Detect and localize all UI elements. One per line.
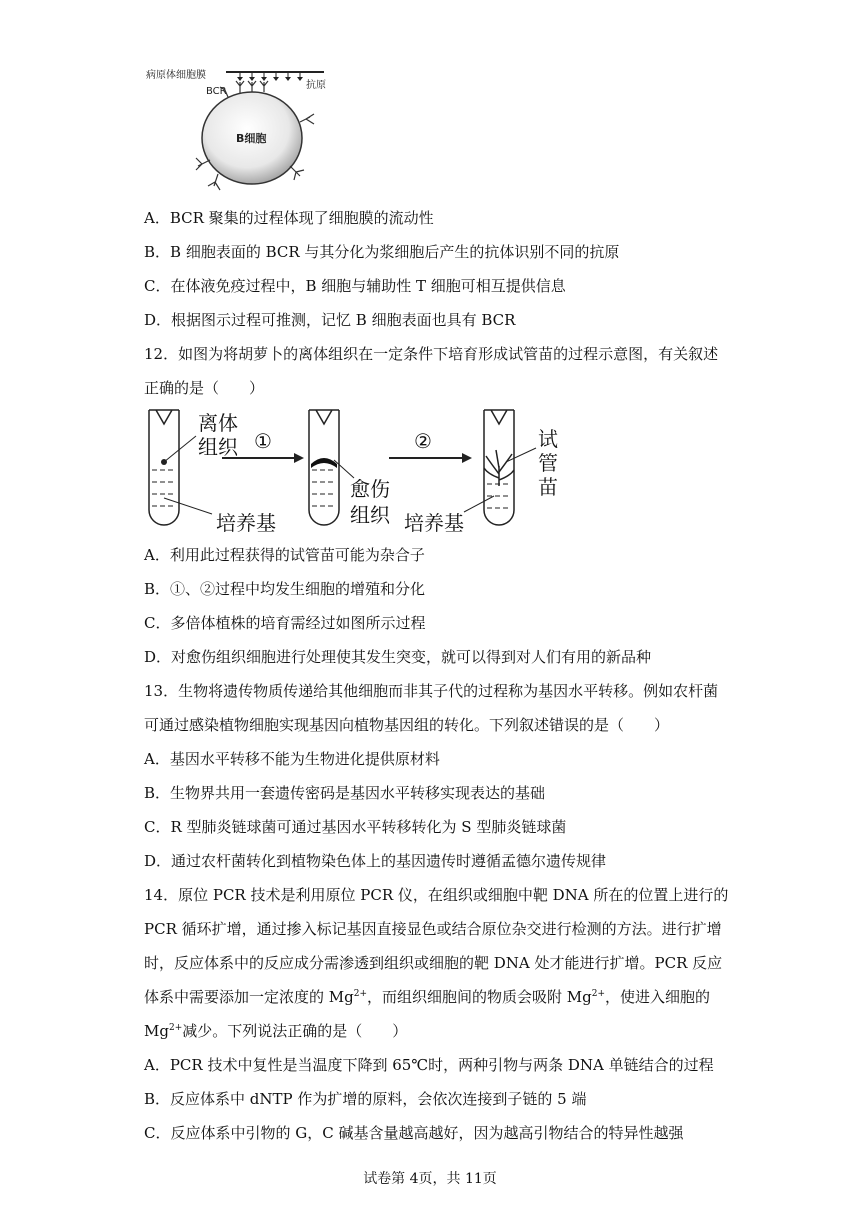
q14-stem-line5-b: 减少。下列说法正确的是（ ） xyxy=(182,1022,408,1040)
tissue-culture-figure xyxy=(144,406,574,540)
q12-stem-line1: 12．如图为将胡萝卜的离体组织在一定条件下培育形成试管苗的过程示意图，有关叙述 xyxy=(144,345,719,363)
q14-stem-line4-b: ，而组织细胞间的物质会吸附 Mg xyxy=(367,988,592,1006)
q14-stem-line2: PCR 循环扩增，通过掺入标记基因直接显色或结合原位杂交进行检测的方法。进行扩增 xyxy=(144,920,722,938)
q14-option-b: B．反应体系中 dNTP 作为扩增的原料，会依次连接到子链的 5 端 xyxy=(144,1090,587,1108)
explant-label-2: 组织 xyxy=(198,435,238,459)
q14-stem-line3: 时，反应体系中的反应成分需渗透到组织或细胞的靶 DNA 处才能进行扩增。PCR 反应 xyxy=(144,954,723,972)
antigen-label: 抗原 xyxy=(306,80,326,91)
q12-option-d: D．对愈伤组织细胞进行处理使其发生突变，就可以得到对人们有用的新品种 xyxy=(144,648,652,666)
q13-option-c: C．R 型肺炎链球菌可通过基因水平转移转化为 S 型肺炎链球菌 xyxy=(144,818,567,836)
explant-label-1: 离体 xyxy=(198,411,238,435)
q11-option-a: A．BCR 聚集的过程体现了细胞膜的流动性 xyxy=(144,209,434,227)
step-1-label: ① xyxy=(254,429,272,453)
q13-stem-line2: 可通过感染植物细胞实现基因向植物基因组的转化。下列叙述错误的是（ ） xyxy=(144,716,670,734)
q14-stem-line4-c: ，使进入细胞的 xyxy=(605,988,711,1006)
q11-option-b: B．B 细胞表面的 BCR 与其分化为浆细胞后产生的抗体识别不同的抗原 xyxy=(144,243,620,261)
seedling-label-3: 苗 xyxy=(538,475,558,499)
q11-option-d: D．根据图示过程可推测，记忆 B 细胞表面也具有 BCR xyxy=(144,311,516,329)
page-footer: 试卷第 4页，共 11页 xyxy=(363,1171,497,1187)
seedling-label-2: 管 xyxy=(538,451,558,475)
seedling-label-1: 试 xyxy=(538,427,558,451)
q12-option-a: A．利用此过程获得的试管苗可能为杂合子 xyxy=(144,546,425,564)
q13-option-b: B．生物界共用一套遗传密码是基因水平转移实现表达的基础 xyxy=(144,784,546,802)
q14-option-a: A．PCR 技术中复性是当温度下降到 65℃时，两种引物与两条 DNA 单链结合的过程 xyxy=(144,1056,714,1074)
medium-label-2: 培养基 xyxy=(404,511,464,535)
q12-option-b: B．①、②过程中均发生细胞的增殖和分化 xyxy=(144,580,426,598)
cell-label: B细胞 xyxy=(236,132,267,145)
superscript: 2+ xyxy=(591,989,606,999)
q14-stem-line5-a: Mg xyxy=(144,1022,169,1040)
callus-label-2: 组织 xyxy=(350,503,390,527)
membrane-label: 病原体细胞膜 xyxy=(146,70,206,81)
b-cell-figure xyxy=(144,62,344,200)
q14-stem-line4-a: 体系中需要添加一定浓度的 Mg xyxy=(144,988,354,1006)
bcr-label: BCR xyxy=(206,86,227,97)
q13-option-a: A．基因水平转移不能为生物进化提供原材料 xyxy=(144,750,440,768)
q11-option-c: C．在体液免疫过程中，B 细胞与辅助性 T 细胞可相互提供信息 xyxy=(144,277,566,295)
q13-stem-line1: 13．生物将遗传物质传递给其他细胞而非其子代的过程称为基因水平转移。例如农杆菌 xyxy=(144,682,719,700)
q13-option-d: D．通过农杆菌转化到植物染色体上的基因遗传时遵循孟德尔遗传规律 xyxy=(144,852,607,870)
q14-option-c: C．反应体系中引物的 G，C 碱基含量越高越好，因为越高引物结合的特异性越强 xyxy=(144,1124,684,1142)
superscript: 2+ xyxy=(168,1023,183,1033)
medium-label-1: 培养基 xyxy=(216,511,276,535)
q14-stem-line5 xyxy=(144,1021,407,1041)
callus-label-1: 愈伤 xyxy=(350,477,390,501)
q14-stem-line4 xyxy=(144,987,710,1007)
superscript: 2+ xyxy=(353,989,368,999)
q14-stem-line1: 14．原位 PCR 技术是利用原位 PCR 仪，在组织或细胞中靶 DNA 所在的位置上进行的 xyxy=(144,886,729,904)
q12-stem-line2: 正确的是（ ） xyxy=(144,379,265,397)
q12-option-c: C．多倍体植株的培育需经过如图所示过程 xyxy=(144,614,426,632)
step-2-label: ② xyxy=(414,429,432,453)
